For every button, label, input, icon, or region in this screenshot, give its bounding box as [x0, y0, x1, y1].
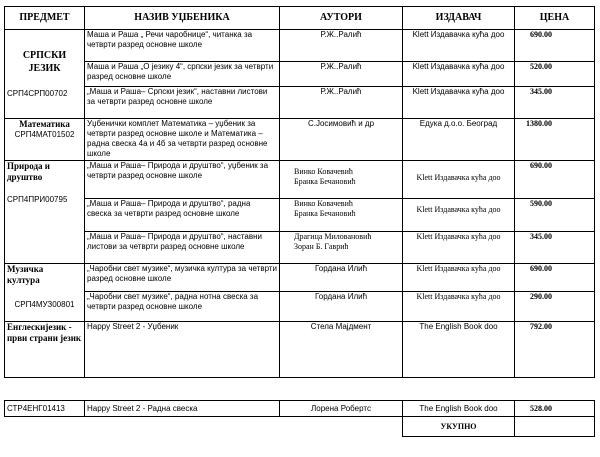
book-authors: Р.Ж..Ралић: [280, 30, 403, 62]
book-authors: Лорена Робертс: [280, 401, 403, 417]
book-price: 690.00: [515, 161, 595, 199]
table-row: [5, 62, 595, 87]
book-price: 690.00: [515, 264, 595, 292]
total-row: [5, 417, 595, 437]
table-row: [5, 119, 595, 161]
table-row: [5, 232, 595, 264]
total-label: УКУПНО: [403, 417, 515, 437]
book-authors: Р.Ж..Ралић: [280, 87, 403, 119]
subject-name: Природа и друштво: [7, 161, 50, 182]
book-authors: Гордана Илић: [280, 292, 403, 322]
book-authors: [280, 161, 403, 199]
book-title: Маша и Раша „ Речи чаробнице“, читанка за четврти разред основне школе: [85, 30, 280, 62]
table-row: [5, 199, 595, 232]
book-price: 690.00: [515, 30, 595, 62]
table-row: [5, 161, 595, 199]
author-name: Бранка Бечановић: [294, 177, 356, 186]
header-row: [5, 7, 595, 30]
book-authors: Стела Мајдмент: [280, 322, 403, 378]
book-publisher: Klett Издавачка кућа доо: [403, 199, 515, 232]
continuation-table: [4, 400, 595, 437]
textbook-price-table: [4, 6, 595, 378]
header-authors: АУТОРИ: [280, 7, 403, 30]
book-publisher: Klett Издавачка кућа доо: [403, 161, 515, 199]
book-authors: Гордана Илић: [280, 264, 403, 292]
table-row: [5, 87, 595, 119]
subject-name: Музичка култура: [7, 264, 44, 285]
subject-cell-english: [5, 322, 85, 378]
subject-code: СРП4СРП00702: [7, 89, 68, 98]
book-publisher: Klett Издавачка кућа доо: [403, 30, 515, 62]
book-price: 345.00: [515, 87, 595, 119]
table-row: [5, 322, 595, 378]
book-price: 590.00: [515, 199, 595, 232]
book-publisher: Klett Издавачка кућа доо: [403, 62, 515, 87]
subject-cell-math: [5, 119, 85, 161]
book-price: 345.00: [515, 232, 595, 264]
author-name: Зоран Б. Гаврић: [294, 242, 349, 251]
header-publisher: ИЗДАВАЧ: [403, 7, 515, 30]
book-price: 290.00: [515, 292, 595, 322]
total-value: [515, 417, 595, 437]
book-title: „Чаробни свет музике“, радна нотна свеска за четврти разред основне школе: [85, 292, 280, 322]
subject-name: Енглескијезик - први страни језик: [7, 322, 82, 343]
author-name: Драгица Миловановић: [294, 232, 372, 241]
book-publisher: Klett Издавачка кућа доо: [403, 232, 515, 264]
subject-cell-serbian: [5, 30, 85, 119]
header-title: НАЗИВ УЏБЕНИКА: [85, 7, 280, 30]
book-title: Уџбенички комплет Математика – уџбеник за четврти разред основне школе и Математика – радна свеска 4а и 4б за четврти разред основне школе: [85, 119, 280, 161]
table-row: [5, 292, 595, 322]
book-price: 520.00: [515, 62, 595, 87]
book-publisher: Едука д.о.о. Београд: [403, 119, 515, 161]
book-publisher: Klett Издавачка кућа доо: [403, 264, 515, 292]
subject-code: СРП4ПРИ00795: [7, 195, 68, 204]
book-title: „Маша и Раша– Природа и друштво“, радна свеска за четврти разред основне школе: [85, 199, 280, 232]
table-row: [5, 401, 595, 417]
table-row: [5, 264, 595, 292]
book-authors: [280, 199, 403, 232]
book-title: „Маша и Раша– Природа и друштво“, наставни листови за четврти разред основне школе: [85, 232, 280, 264]
author-name: Винко Ковачевић: [294, 167, 353, 176]
book-title: Happy Street 2 - Радна свеска: [85, 401, 280, 417]
book-publisher: Klett Издавачка кућа доо: [403, 87, 515, 119]
book-title: Маша и Раша „О језику 4“, српски језик за четврти разред основне школе: [85, 62, 280, 87]
author-name: Винко Ковачевић: [294, 199, 353, 208]
subject-cell-music: [5, 264, 85, 322]
book-authors: [280, 232, 403, 264]
author-name: Бранка Бечановић: [294, 209, 356, 218]
subject-code: СРП4МАТ01502: [14, 130, 75, 139]
book-authors: Р.Ж..Ралић: [280, 62, 403, 87]
book-publisher: Klett Издавачка кућа доо: [403, 292, 515, 322]
book-title: „Чаробни свет музике“, музичка култура за четврти разред основне школе: [85, 264, 280, 292]
header-subject: ПРЕДМЕТ: [5, 7, 85, 30]
subject-cell-nature: [5, 161, 85, 264]
header-price: ЦЕНА: [515, 7, 595, 30]
book-price: 792.00: [515, 322, 595, 378]
book-publisher: The English Book doo: [403, 401, 515, 417]
table-row: [5, 30, 595, 62]
subject-code: СРП4МУЗ00801: [14, 300, 75, 309]
book-title: „Маша и Раша– Српски језик“, наставни листови за четврти разред основне школе: [85, 87, 280, 119]
subject-name: Математика: [19, 119, 70, 129]
book-authors: С.Јосимовић и др: [280, 119, 403, 161]
subject-code: СТР4ЕНГ01413: [5, 401, 85, 417]
book-price: 1380.00: [515, 119, 595, 161]
subject-name: СРПСКИ ЈЕЗИК: [22, 50, 67, 74]
book-title: Happy Street 2 - Уџбеник: [85, 322, 280, 378]
book-publisher: The English Book doo: [403, 322, 515, 378]
book-price: 528.00: [515, 401, 595, 417]
book-title: „Маша и Раша– Природа и друштво“, уџбеник за четврти разред основне школе: [85, 161, 280, 199]
